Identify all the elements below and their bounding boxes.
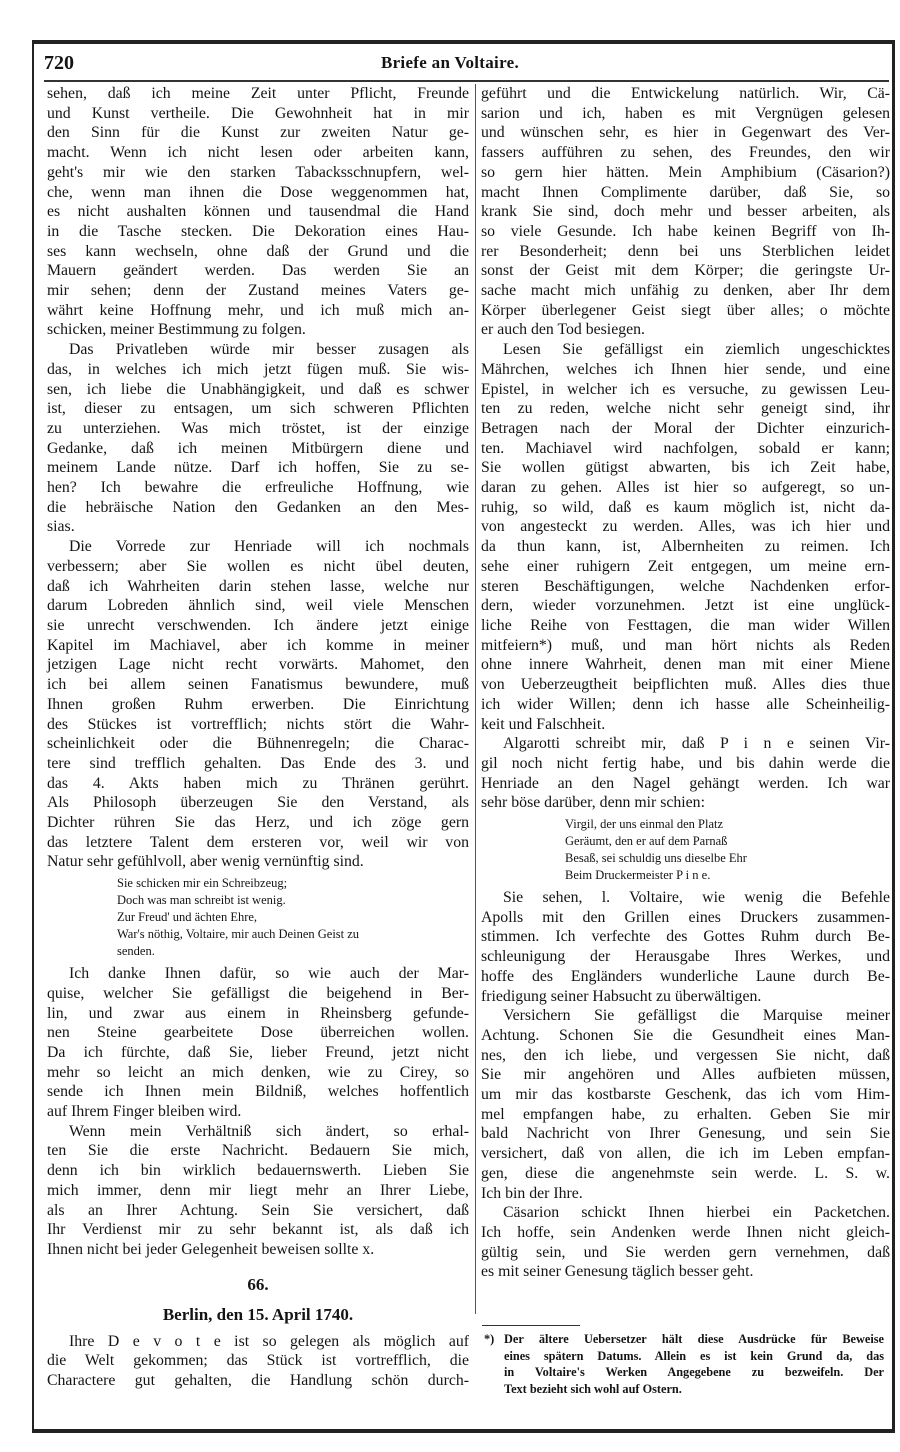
text-line: friedigung seiner Habsucht zu überwältigen. [481,987,762,1005]
text-line: gil noch nicht fertig habe, und bis dahin werde die [481,754,890,772]
text-line: Henriade an den Nagel gehängt werden. Ich war [481,774,890,792]
text-line: Ihnen nicht bei jeder Gelegenheit beweisen sollte x. [47,1240,375,1258]
text-line: Dichter rühren Sie das Herz, und ich zöge gern [47,814,469,832]
text-line: Da ich fürchte, daß Sie, lieber Freund, jetzt nicht [47,1043,469,1061]
text-line: hoffe des Engländers wunderliche Laune durch Be- [481,967,890,985]
text-line: Apolls mit den Grillen eines Druckers zusammen- [481,908,890,926]
text-line: verbessern; aber Sie wollen es nicht übel deuten, [47,557,469,575]
footnote-line: in Voltaire's Werken Angegebene zu bezweifeln. Der [504,1365,884,1379]
verse-line: Zur Freud' und ächten Ehre, [117,910,258,925]
text-line: steren Beschäftigungen, welche Nachdenken erfor- [481,577,890,595]
text-line: Charactere gut gehalten, die Handlung schön durch- [47,1372,469,1390]
text-line: schicken, meiner Bestimmung zu folgen. [47,321,306,339]
text-line: Natur sehr gefühlvoll, aber wenig vernünftig sind. [47,853,364,871]
text-line: ten. Machiavel wird nachfolgen, sobald er kann; [481,439,890,457]
text-line: nes, den ich liebe, und vergessen Sie nicht, daß [481,1046,890,1064]
text-line: Die Vorrede zur Henriade will ich nochmals [69,538,469,556]
paragraph [481,340,890,734]
text-line: Gedanke, daß ich meinen Mitbürgern diene und [47,439,469,457]
text-line: krank Sie sind, doch mehr und besser arbeiten, als [481,203,890,221]
text-line: versichert, daß von allen, die ich im Leben empfan- [481,1145,890,1163]
text-line: quise, welcher Sie gefälligst die beigehend in Ber- [47,984,469,1002]
verse-line: Geräumt, den er auf dem Parnaß [565,834,728,849]
text-line: mehr so leicht an mich denken, wie zu Cirey, so [47,1063,469,1081]
text-line: es nicht aushalten können und tausendmal die Hand [47,203,469,221]
letter-dateline: Berlin, den 15. April 1740. [162,1304,354,1324]
text-line: da thun kann, ist, Albernheiten zu reimen. Ich [481,538,890,556]
text-line: Ich danke Ihnen dafür, so wie auch der Mar- [69,965,469,983]
text-line: und wünschen sehr, es hier in Gegenwart des Ver- [481,124,890,142]
footnote-rule [482,1325,580,1326]
text-line: mir sehen; denn der Zustand meines Vaters ge- [47,282,469,300]
text-line: sonst der Geist mit dem Körper; die geringste Ur- [481,262,890,280]
text-line: das letztere Talent dem ersteren vor, weil wir von [47,833,469,851]
paragraph [481,1203,890,1282]
paragraph [481,84,890,340]
text-line: jetzigen Lage nicht recht vorwärts. Mahomet, den [47,656,469,674]
text-line: Wenn mein Verhältniß sich ändert, so erhal- [69,1122,469,1140]
text-line: ich bei allem seinen Fanatismus bewundere, muß [47,676,469,694]
text-line: zu unterziehen. Was mich tröstet, ist der einzige [47,419,469,437]
verse-line: Virgil, der uns einmal den Platz [565,817,724,832]
letter-number: 66. [247,1274,269,1294]
text-line: Ich hoffe, sein Andenken werde Ihnen nicht gleich- [481,1223,890,1241]
text-line: gen, diese die angenehmste sein werde. L. S. w. [481,1164,890,1182]
paragraph [481,1006,890,1203]
text-line: meinem Lande nütze. Darf ich hoffen, Sie zu se- [47,459,469,477]
paragraph [47,537,469,872]
verse-line: Beim Druckermeister P i n e. [565,868,711,883]
text-line: che, wenn man ihnen die Dose weggenommen hat, [47,183,469,201]
verse-block [481,816,890,884]
text-line: von Ueberzeugtheit beipflichten muß. Alles dies thue [481,676,890,694]
text-line: Algarotti schreibt mir, daß P i n e seinen Vir- [503,735,890,753]
paragraph [47,1122,469,1260]
text-line: die hebräische Nation den Gedanken an den Mes- [47,498,469,516]
footnote-line: eines spätern Datums. Allein es ist kein Grund da, das [504,1348,884,1363]
text-line: Achtung. Schonen Sie die Gesundheit eines Man- [481,1026,890,1044]
text-line: rer Besonderheit; denn bei uns Sterblichen leidet [481,242,890,260]
text-line: die Welt gekommen; das Stück ist vortrefflich, die [47,1352,469,1370]
footnote [484,1331,884,1397]
text-line: denn ich bin wirklich bedauernswerth. Lieben Sie [47,1162,469,1180]
text-line: als an Ihrer Achtung. Sein Sie versichert, daß [47,1201,469,1219]
text-line: sias. [47,518,75,536]
right-column [481,84,890,1282]
text-line: Ihr Verdienst mir zu sehr bekannt ist, als daß ich [47,1221,469,1239]
text-line: fassers aufführen zu sehen, des Freundes, den wir [481,144,890,162]
text-line: geführt und die Entwickelung natürlich. Wir, Cä- [481,85,890,102]
text-line: in die Tasche stecken. Die Dekoration eines Hau- [47,222,469,240]
text-line: das 4. Akts haben mich zu Thränen gerührt. [47,774,469,792]
text-line: keit und Falschheit. [481,715,606,733]
running-title: Briefe an Voltaire. [380,53,520,72]
text-line: Als Philosoph überzeugen Sie den Verstand, als [47,794,469,812]
text-line: mitfeiern*) muß, und man hört nichts als Reden [481,636,890,654]
text-line: nen Steine gearbeitete Dose überreichen wollen. [47,1024,469,1042]
text-line: Ich bin der Ihre. [481,1184,583,1202]
text-line: den Sinn für die Kunst zur zweiten Natur ge- [47,124,469,142]
text-line: sen, ich liebe die Unabhängigkeit, und daß es schwer [47,380,469,398]
text-line: lin, und zwar aus einem in Rheinsberg gefunde- [47,1004,469,1022]
left-column [47,84,469,1391]
text-line: Kapitel im Machiavel, aber ich komme in meiner [47,636,469,654]
paragraph [47,84,469,340]
text-line: bald Nachricht von Ihrer Genesung, und sein Sie [481,1125,890,1143]
paragraph [47,1332,469,1391]
text-line: daß ich Wahrheiten darin stehen lasse, welche nur [47,577,469,595]
text-line: Ihre D e v o t e ist so gelegen als möglich auf [69,1332,469,1350]
text-line: ruhig, so wild, daß es kaum möglich ist, nicht da- [481,498,890,516]
text-line: Das Privatleben würde mir besser zusagen als [69,341,469,359]
text-line: des Stückes ist vortrefflich; nichts stört die Wahr- [47,715,469,733]
text-line: sarion und ich, haben es mit Vergnügen gelesen [481,104,890,122]
text-line: Ihnen großen Ruhm erwerben. Die Einrichtung [47,695,469,713]
text-line: ten zu reden, welche nicht sehr geneigt sind, ihr [481,400,890,418]
text-line: stimmen. Ich verfechte des Gottes Ruhm durch Be- [481,928,890,946]
text-line: um mir das kostbarste Geschenk, das ich vom Him- [481,1086,890,1104]
text-line: ses kann wechseln, ohne daß der Grund und die [47,242,469,260]
text-line: tere sind trefflich gehalten. Das Ende des 3. und [47,754,469,772]
text-line: geht's mir wie den starken Tabacksschnupfern, wel- [47,163,469,181]
text-line: das, in welches ich mich jetzt fügen muß. Sie wis- [47,360,469,378]
text-line: Cäsarion schickt Ihnen hierbei ein Packetchen. [503,1204,890,1222]
text-line: hen? Ich bewahre die erfreuliche Hoffnung, wie [47,479,469,497]
text-line: gültig sein, und Sie werden gern vernehmen, daß [481,1243,890,1261]
paragraph [481,734,890,813]
text-line: Mährchen, welches ich Ihnen hier sende, und eine [481,360,890,378]
column-divider [475,84,476,1314]
text-line: Versichern Sie gefälligst die Marquise meiner [503,1007,890,1025]
page-number: 720 [44,52,74,74]
text-line: scheinlichkeit oder die Bühnenregeln; die Charac- [47,735,469,753]
verse-line: senden. [117,944,155,959]
text-line: ohne innere Wahrheit, denen man mit einer Miene [481,656,890,674]
header-rule [44,80,889,82]
text-line: Sie mir angehören und Alles aufbieten müssen, [481,1066,890,1084]
text-line: so viele Gesunde. Ich habe keinen Begriff von Ih- [481,222,890,240]
verse-line: Sie schicken mir ein Schreibzeug; [117,876,288,891]
text-line: sache macht mich unfähig zu denken, aber Ihr dem [481,282,890,300]
text-line: Sie wollen gütigst abwarten, bis ich Zeit habe, [481,459,890,477]
verse-line: Besaß, sei schuldig uns dieselbe Ehr [565,851,747,866]
verse-block [47,875,469,960]
text-line: er auch den Tod besiegen. [481,321,645,339]
verse-line: War's nöthig, Voltaire, mir auch Deinen Geist zu [117,927,360,942]
text-line: Sie sehen, l. Voltaire, wie wenig die Befehle [503,889,890,907]
footnote-line: Text bezieht sich wohl auf Ostern. [504,1381,682,1396]
paragraph [47,964,469,1122]
text-line: und Kunst vertheile. Die Gewohnheit hat in mir [47,104,469,122]
text-line: sehen, daß ich meine Zeit unter Pflicht, Freunde [47,85,469,102]
text-line: von angesteckt zu werden. Alles, was ich hier und [481,518,890,536]
text-line: schleunigung der Herausgabe Ihres Werkes, und [481,948,890,966]
text-line: auf Ihrem Finger bleiben wird. [47,1103,242,1121]
text-line: Lesen Sie gefälligst ein ziemlich ungeschicktes [503,341,890,359]
text-line: daran zu gehen. Alles ist hier so aufgeregt, so un- [481,479,890,497]
text-line: Mauern geändert werden. Das werden Sie an [47,262,469,280]
text-line: macht. Wenn ich nicht lesen oder arbeiten kann, [47,144,469,162]
text-line: sehe einer ruhigern Zeit entgegen, um meine ern- [481,557,890,575]
text-line: sende ich Ihnen mein Bildniß, welches hoffentlich [47,1083,469,1101]
text-line: sie unrecht verschwenden. Ich ändere jetzt einige [47,616,469,634]
text-line: Betragen nach der Moral der Dichter einzurich- [481,419,890,437]
verse-line: Doch was man schreibt ist wenig. [117,893,286,908]
footnote-marker: *) [484,1332,495,1346]
paragraph [481,888,890,1006]
text-line: ich wider Willen; denn ich hasse alle Scheinheilig- [481,695,890,713]
text-line: macht Ihnen Complimente darüber, daß Sie, so [481,183,890,201]
text-line: mich immer, denn mir liegt mehr an Ihrer Liebe, [47,1181,469,1199]
text-line: Körper überlegener Geist siegt über alles; o möchte [481,301,890,319]
text-line: so gern hier hätten. Mein Amphibium (Cäsarion?) [481,163,890,181]
text-line: Epistel, in welcher ich es versuche, zu gewissen Leu- [481,380,890,398]
text-line: dern, wieder vorzunehmen. Jetzt ist eine unglück- [481,597,890,615]
text-line: liche Reihe von Festtagen, die man wider Willen [481,616,890,634]
text-line: darum Lobreden ähnlich sind, weil viele Menschen [47,597,469,615]
text-line: sehr böse darüber, denn mir schien: [481,794,705,812]
text-line: es mit seiner Genesung täglich besser geht. [481,1263,754,1281]
paragraph [47,340,469,537]
text-line: ten Sie die erste Nachricht. Bedauern Sie mich, [47,1142,469,1160]
text-line: mel empfangen habe, zu erhalten. Geben Sie mir [481,1105,890,1123]
text-line: ist, dieser zu entsagen, um sich schweren Pflichten [47,400,469,418]
footnote-line: Der ältere Uebersetzer hält diese Ausdrücke für Beweise [504,1332,884,1346]
text-line: währt keine Hoffnung mehr, und ich muß mich an- [47,301,469,319]
